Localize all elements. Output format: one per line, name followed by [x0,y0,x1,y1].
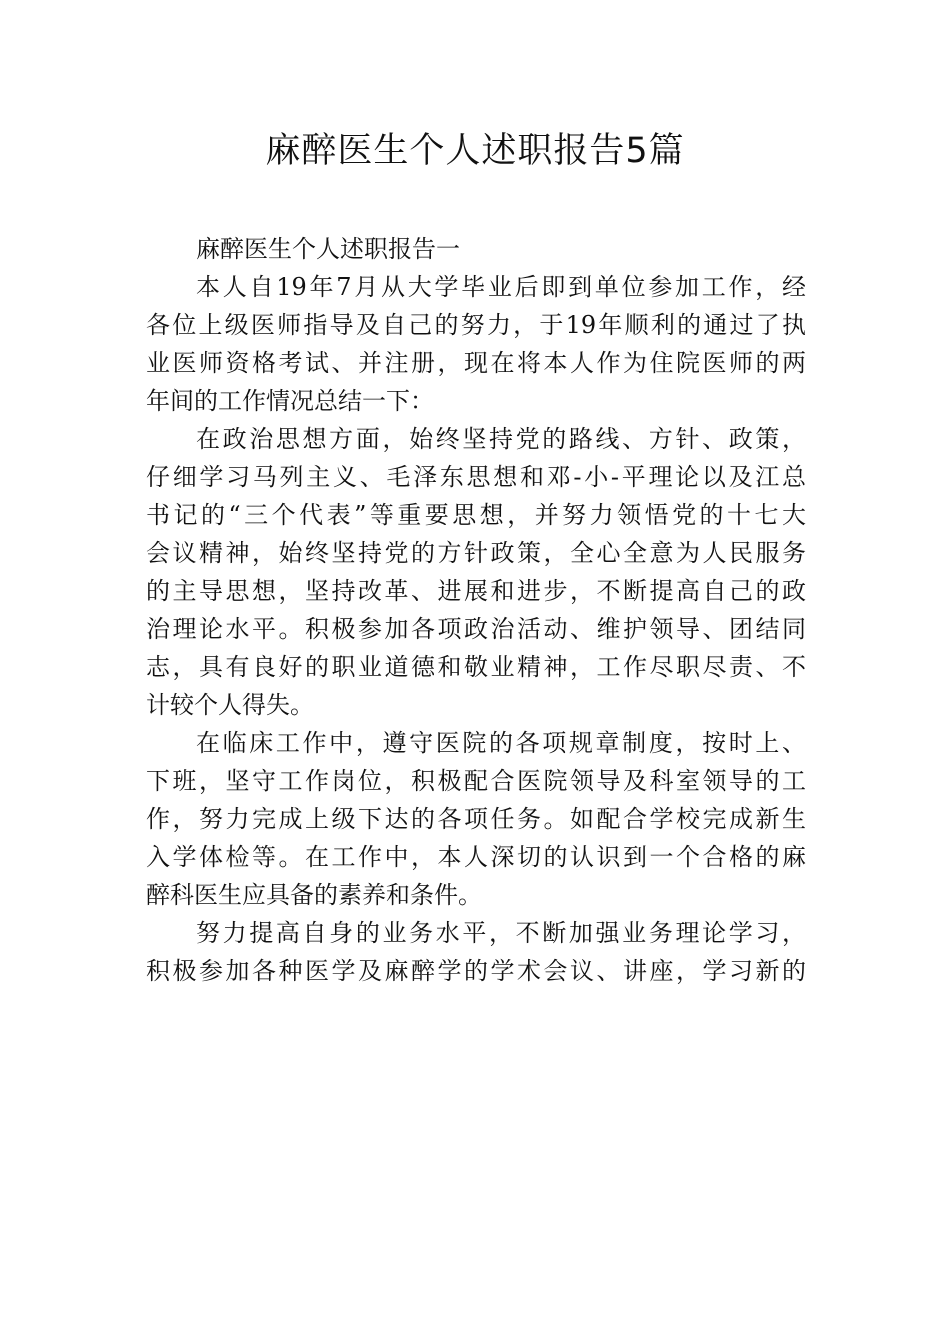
paragraph [146,420,806,724]
document-title: 麻醉医生个人述职报告5篇 [265,131,685,171]
text-line: 醉科医生应具备的素养和条件。 [146,881,482,909]
paragraph [146,914,806,990]
text-line: 各位上级医师指导及自己的努力，于19年顺利的通过了执 [146,311,806,339]
text-line: 在政治思想方面，始终坚持党的路线、方针、政策， [196,425,806,453]
text-line: 努力提高自身的业务水平，不断加强业务理论学习， [196,919,806,947]
text-line: 积极参加各种医学及麻醉学的学术会议、讲座，学习新的 [146,957,806,985]
paragraph [146,724,806,914]
text-line: 下班，坚守工作岗位，积极配合医院领导及科室领导的工 [146,767,806,795]
text-line: 计较个人得失。 [146,691,314,719]
text-line: 在临床工作中，遵守医院的各项规章制度，按时上、 [196,729,806,757]
text-line: 仔细学习马列主义、毛泽东思想和邓-小-平理论以及江总 [146,463,806,491]
document-body [146,230,806,990]
paragraph [146,268,806,420]
text-line: 业医师资格考试、并注册，现在将本人作为住院医师的两 [146,349,806,377]
text-line: 书记的“三个代表”等重要思想，并努力领悟党的十七大 [146,501,806,529]
text-line: 作，努力完成上级下达的各项任务。如配合学校完成新生 [146,805,806,833]
text-line: 治理论水平。积极参加各项政治活动、维护领导、团结同 [146,615,806,643]
text-line: 年间的工作情况总结一下： [146,387,434,415]
paragraph [146,230,806,268]
text-line: 本人自19年7月从大学毕业后即到单位参加工作，经 [196,273,806,301]
text-line: 入学体检等。在工作中，本人深切的认识到一个合格的麻 [146,843,806,871]
text-line: 会议精神，始终坚持党的方针政策，全心全意为人民服务 [146,539,806,567]
text-line: 的主导思想，坚持改革、进展和进步，不断提高自己的政 [146,577,806,605]
text-line: 志，具有良好的职业道德和敬业精神，工作尽职尽责、不 [146,653,806,681]
text-line: 麻醉医生个人述职报告一 [196,235,460,263]
